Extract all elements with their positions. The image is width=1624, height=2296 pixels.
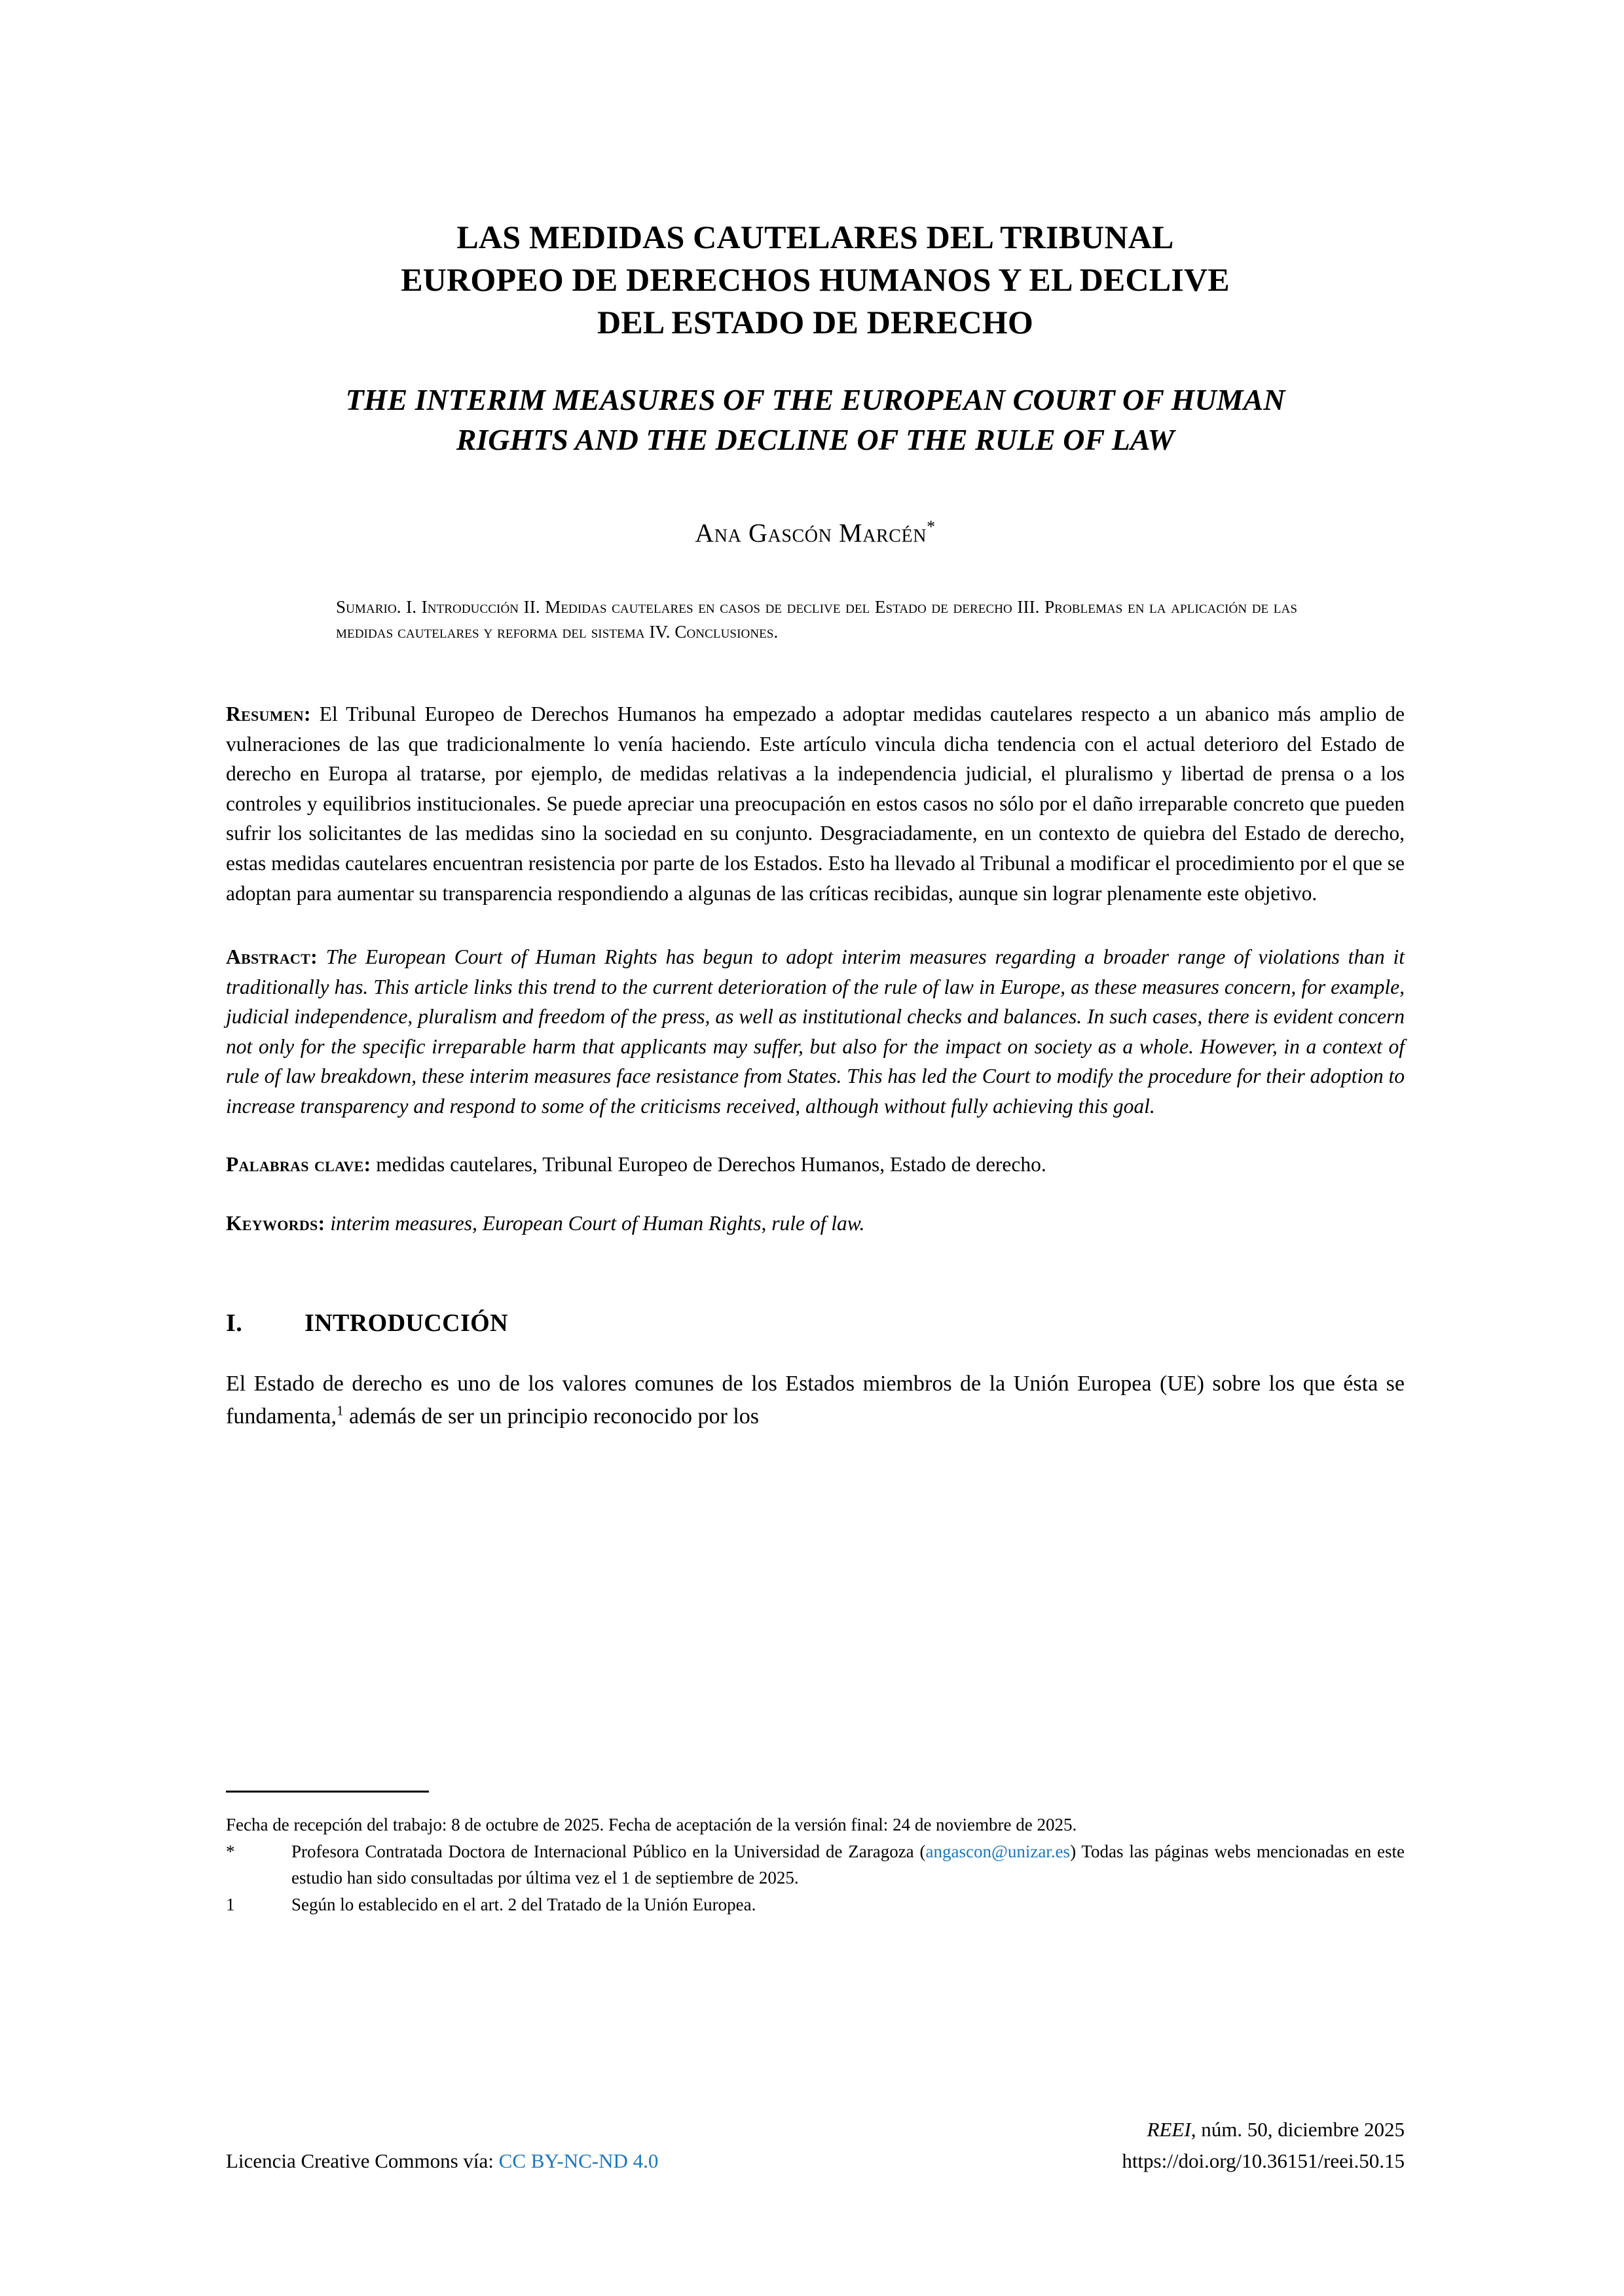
intro-paragraph-suffix: además de ser un principio reconocido por los <box>343 1404 760 1429</box>
license-line <box>226 2149 658 2173</box>
footnote-1-text: Según lo establecido en el art. 2 del Tratado de la Unión Europea. <box>291 1895 756 1915</box>
keywords-english <box>226 1180 1405 1239</box>
page-title-english <box>226 344 1405 460</box>
title-line-2: EUROPEO DE DERECHOS HUMANOS Y EL DECLIVE <box>401 261 1230 298</box>
journal-name: REEI <box>1147 2118 1191 2141</box>
footnote-author-text-before: Profesora Contratada Doctora de Internacional Público en la Universidad de Zaragoza ( <box>291 1842 926 1862</box>
abstract-english <box>226 908 1405 1121</box>
keywords-english-label: Keywords: <box>226 1211 325 1235</box>
footnote-reception-dates: Fecha de recepción del trabajo: 8 de octubre de 2025. Fecha de aceptación de la versión final: 24 de noviembre de 2025. <box>226 1815 1077 1834</box>
author-footnote-marker: * <box>927 517 936 537</box>
license-link[interactable]: CC BY-NC-ND 4.0 <box>498 2149 659 2172</box>
title-line-3: DEL ESTADO DE DERECHO <box>597 304 1033 340</box>
title-line-1: LAS MEDIDAS CAUTELARES DEL TRIBUNAL <box>456 219 1174 255</box>
footnote-1 <box>226 1892 1405 1918</box>
subtitle-line-2: RIGHTS AND THE DECLINE OF THE RULE OF LAW <box>456 422 1175 456</box>
abstract-english-text: The European Court of Human Rights has begun to adopt interim measures regarding a broader range of violations than it traditionally has. This article links this trend to the current deterioration of the rule of law in Europe, as these measures concern, for example, judicial independence, pluralism and freedom of the press, as well as institutional checks and balances. In such cases, there is evident concern not only for the specific irreparable harm that applicants may suffer, but also for the impact on society as a whole. However, in a context of rule of law breakdown, these interim measures face resistance from States. This has led the Court to modify the procedure for their adoption to increase transparency and respond to some of the criticisms received, although without fully achieving this goal. <box>226 945 1405 1118</box>
section-number: I. <box>226 1309 243 1338</box>
author-name <box>226 460 1405 548</box>
section-heading-introduccion <box>226 1238 1405 1338</box>
footnote-separator-rule <box>226 1791 429 1793</box>
page-title-spanish <box>226 0 1405 344</box>
footnote-marker-1: 1 <box>226 1895 235 1915</box>
subtitle-line-1: THE INTERIM MEASURES OF THE EUROPEAN COURT OF HUMAN <box>345 383 1285 416</box>
author-label: Ana Gascón Marcén <box>695 518 927 548</box>
abstract-english-label: Abstract: <box>226 945 318 969</box>
page-content <box>226 0 1405 1434</box>
footnote-reference-1[interactable]: 1 <box>337 1403 344 1419</box>
abstract-spanish-text: El Tribunal Europeo de Derechos Humanos ha empezado a adoptar medidas cautelares respecto a un abanico más amplio de vulneraciones de las que tradicionalmente lo venía haciendo. Este artículo vincula dicha tendencia con el actual deterioro del Estado de derecho en Europa al tratarse, por ejemplo, de medidas relativas a la independencia judicial, el pluralismo y libertad de prensa o a los controles y equilibrios institucionales. Se puede apreciar una preocupación en estos casos no sólo por el daño irreparable concreto que pueden sufrir los solicitantes de las medidas sino la sociedad en su conjunto. Desgraciadamente, en un contexto de quiebra del Estado de derecho, estas medidas cautelares encuentran resistencia por parte de los Estados. Esto ha llevado al Tribunal a modificar el procedimiento por el que se adoptan para aumentar su transparencia respondiendo a algunas de las críticas recibidas, aunque sin lograr plenamente este objetivo. <box>226 702 1405 905</box>
intro-paragraph <box>226 1338 1405 1434</box>
keywords-spanish-label: Palabras clave: <box>226 1153 371 1176</box>
footnote-author-text-after: ) Todas las páginas webs mencionadas en este estudio han sido consultadas por última vez el 1 de septiembre de 2025. <box>291 1842 1405 1887</box>
footnote-author-affiliation <box>226 1839 1405 1891</box>
author-email-link[interactable]: angascon@unizar.es <box>925 1842 1071 1862</box>
abstract-spanish <box>226 644 1405 908</box>
journal-issue-line <box>226 2115 1405 2145</box>
footer-bottom-row <box>226 2149 1405 2173</box>
keywords-spanish <box>226 1121 1405 1180</box>
section-title: INTRODUCCIÓN <box>304 1309 508 1338</box>
sumario-block: Sumario. I. Introducción II. Medidas cautelares en casos de declive del Estado de derecho III. Problemas en la aplicación de las medidas cautelares y reforma del sistema IV. Conclusiones. <box>336 596 1297 642</box>
journal-issue-details: , núm. 50, diciembre 2025 <box>1190 2118 1405 2141</box>
footnote-marker-star: * <box>226 1842 235 1862</box>
abstract-spanish-label: Resumen: <box>226 702 311 726</box>
keywords-spanish-text: medidas cautelares, Tribunal Europeo de Derechos Humanos, Estado de derecho. <box>376 1153 1046 1176</box>
doi-line: https://doi.org/10.36151/reei.50.15 <box>1122 2149 1405 2172</box>
footnote-area <box>226 1791 1405 1920</box>
page-footer <box>226 2115 1405 2173</box>
keywords-english-text: interim measures, European Court of Human Rights, rule of law. <box>330 1211 865 1235</box>
intro-paragraph-prefix: El Estado de derecho es uno de los valores comunes de los Estados miembros de la Unión Europea (UE) sobre los que ésta se fundamenta, <box>226 1372 1405 1429</box>
license-label: Licencia Creative Commons vía: <box>226 2149 494 2172</box>
